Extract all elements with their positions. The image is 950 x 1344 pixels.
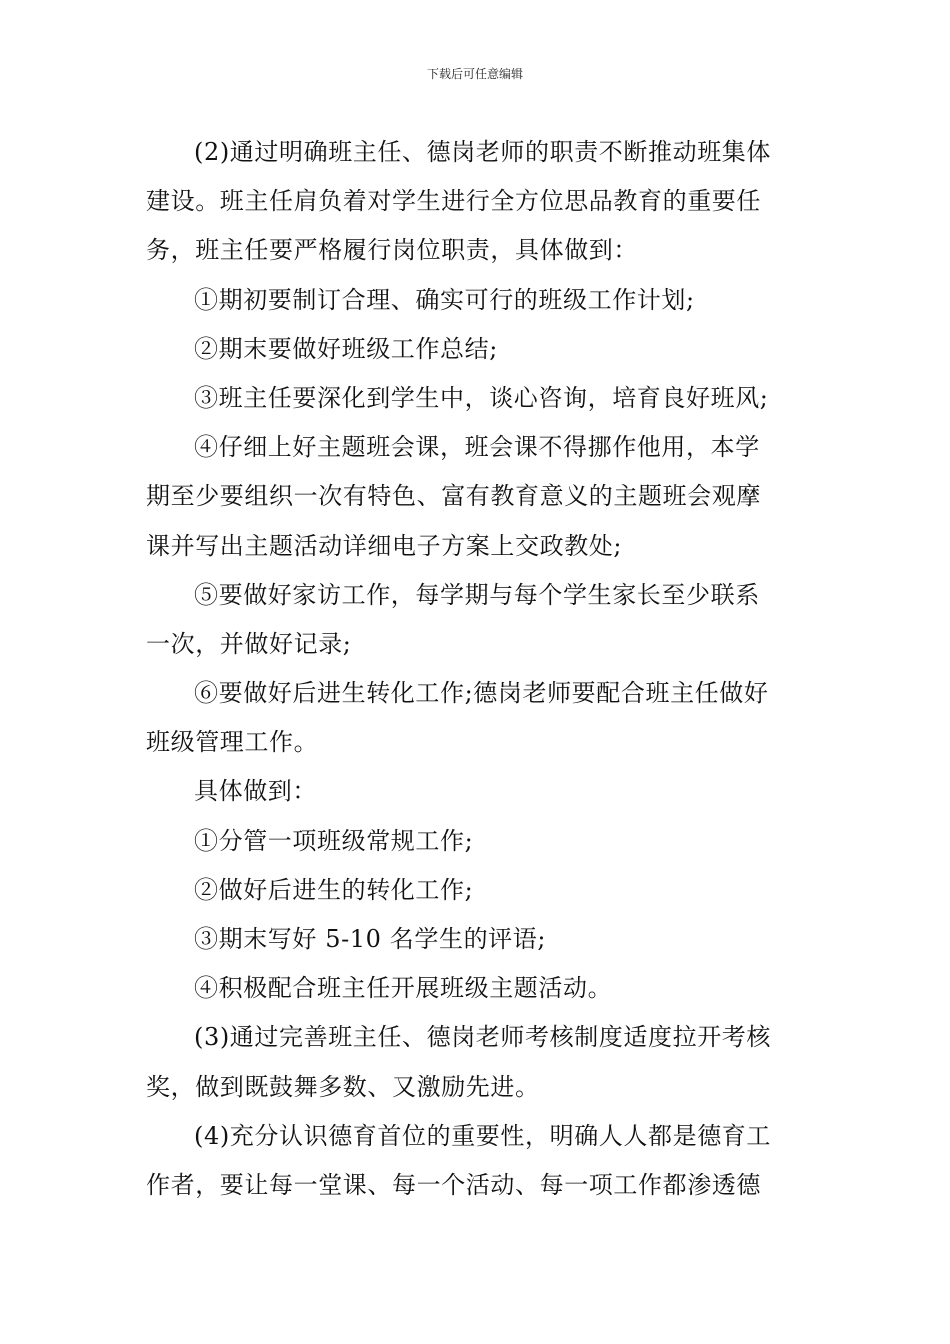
page-header: 下载后可任意编辑: [426, 67, 523, 81]
paragraph: [146, 325, 808, 374]
text-line: ⑥要做好后进生转化工作;德岗老师要配合班主任做好: [194, 679, 769, 708]
text-line: 班级管理工作。: [146, 728, 319, 757]
paragraph: [146, 817, 808, 866]
text-line: 具体做到：: [194, 777, 317, 806]
paragraph: [146, 571, 808, 669]
text-line: 奖，做到既鼓舞多数、又激励先进。: [146, 1072, 540, 1101]
paragraph: [146, 669, 808, 767]
text-line: ③班主任要深化到学生中，谈心咨询，培育良好班风;: [194, 383, 769, 412]
text-line: (2)通过明确班主任、德岗老师的职责不断推动班集体: [194, 138, 771, 166]
paragraph: [146, 128, 808, 276]
text-line: 课并写出主题活动详细电子方案上交政教处;: [146, 531, 623, 560]
text-line: ②做好后进生的转化工作;: [194, 875, 474, 904]
paragraph: [146, 276, 808, 325]
paragraph: [146, 964, 808, 1013]
paragraph: [146, 866, 808, 915]
paragraph: [146, 374, 808, 423]
text-line: 作者，要让每一堂课、每一个活动、每一项工作都渗透德: [146, 1170, 761, 1199]
text-line: ②期末要做好班级工作总结;: [194, 334, 498, 363]
text-line: 期至少要组织一次有特色、富有教育意义的主题班会观摩: [146, 482, 761, 511]
paragraph: [146, 1013, 808, 1111]
text-line: 务，班主任要严格履行岗位职责，具体做到：: [146, 236, 638, 265]
text-line: (4)充分认识德育首位的重要性，明确人人都是德育工: [194, 1121, 771, 1150]
text-line: 一次，并做好记录;: [146, 629, 352, 658]
text-line: ⑤要做好家访工作，每学期与每个学生家长至少联系: [194, 580, 760, 609]
paragraph: [146, 767, 808, 816]
text-line: ①期初要制订合理、确实可行的班级工作计划;: [194, 285, 695, 314]
text-line: ③期末写好 5-10 名学生的评语;: [194, 925, 547, 953]
text-line: 建设。班主任肩负着对学生进行全方位思品教育的重要任: [146, 187, 761, 216]
text-line: ④仔细上好主题班会课，班会课不得挪作他用，本学: [194, 433, 760, 462]
text-line: ④积极配合班主任开展班级主题活动。: [194, 974, 613, 1003]
paragraph: [146, 915, 808, 964]
document-body: [146, 128, 808, 1210]
paragraph: [146, 1112, 808, 1210]
text-line: (3)通过完善班主任、德岗老师考核制度适度拉开考核: [194, 1023, 771, 1052]
text-line: ①分管一项班级常规工作;: [194, 826, 474, 855]
paragraph: [146, 423, 808, 571]
